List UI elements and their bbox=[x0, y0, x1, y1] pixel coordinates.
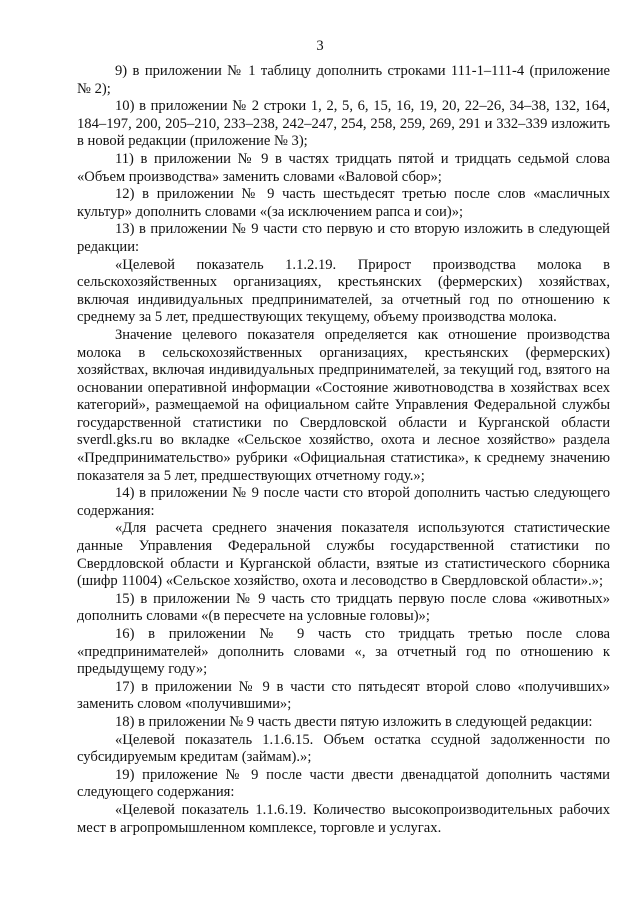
paragraph-9: 9) в приложении № 1 таблицу дополнить строками 111-1–111-4 (приложение № 2); bbox=[77, 63, 610, 97]
paragraph-11: 11) в приложении № 9 в частях тридцать пятой и тридцать седьмой слова «Объем производства» заменить словами «Валовой сбор»; bbox=[77, 150, 610, 185]
paragraph-10: 10) в приложении № 2 строки 1, 2, 5, 6, 15, 16, 19, 20, 22–26, 34–38, 132, 164, 184–197, 200, 205–210, 233–238, 242–247, 254, 258, 259, 269, 291 и 332–339 изложить в новой редакции (приложение № 3); bbox=[77, 98, 610, 150]
paragraph-15: 15) в приложении № 9 часть сто тридцать первую после слова «животных» дополнить словами «(в пересчете на условные головы)»; bbox=[77, 590, 610, 625]
quote-indicator-value: Значение целевого показателя определяется как отношение производства молока в сельскохозяйственных организациях, крестьянских (фермерских) хозяйствах, включая индивидуальных предпринимателей, за текущий год, взятого на основании оперативной информации «Состояние животноводства в хозяйствах всех категорий», размещаемой на официальном сайте Управления Федеральной службы государственной статистики по Свердловской области и Курганской области sverdl.gks.ru во вкладке «Сельское хозяйство, охота и лесное хозяйство» раздела «Предпринимательство» рубрики «Официальная статистика», к среднему значению показателя за 5 лет, предшествующих отчетному году.»; bbox=[77, 326, 610, 484]
paragraph-13: 13) в приложении № 9 части сто первую и сто вторую изложить в следующей редакции: bbox=[77, 221, 610, 255]
paragraph-17: 17) в приложении № 9 в части сто пятьдесят второй слово «получивших» заменить словом «получившими»; bbox=[77, 678, 610, 713]
paragraph-18: 18) в приложении № 9 часть двести пятую изложить в следующей редакции: bbox=[115, 713, 593, 730]
page-number: 3 bbox=[316, 38, 324, 54]
paragraph-12: 12) в приложении № 9 часть шестьдесят третью после слов «масличных культур» дополнить словами «(за исключением рапса и сои)»; bbox=[77, 186, 610, 220]
paragraph-14: 14) в приложении № 9 после части сто второй дополнить частью следующего содержания: bbox=[77, 485, 610, 519]
quote-average-calculation: «Для расчета среднего значения показателя используются статистические данные Управления Федеральной службы государственной статистики по Свердловской области и Курганской области, взятые из статистического сборника (шифр 11004) «Сельское хозяйство, охота и лесоводство в Свердловской области».»; bbox=[77, 520, 610, 590]
quote-indicator-1-1-6-15: «Целевой показатель 1.1.6.15. Объем остатка ссудной задолженности по субсидируемым кредитам (займам).»; bbox=[77, 731, 610, 766]
paragraph-19: 19) приложение № 9 после части двести двенадцатой дополнить частями следующего содержания: bbox=[77, 766, 610, 801]
quote-indicator-1-1-2-19: «Целевой показатель 1.1.2.19. Прирост производства молока в сельскохозяйственных организациях, крестьянских (фермерских) хозяйствах, включая индивидуальных предпринимателей, за отчетный год по отношению к среднему за 5 лет, предшествующих текущему, объему производства молока. bbox=[77, 256, 610, 326]
paragraph-16: 16) в приложении № 9 часть сто тридцать третью после слова «предпринимателей» дополнить словами «, за отчетный год по отношению к предыдущему году»; bbox=[77, 626, 610, 678]
quote-indicator-1-1-6-19: «Целевой показатель 1.1.6.19. Количество высокопроизводительных рабочих мест в агропромышленном комплексе, торговле и услугах. bbox=[77, 801, 610, 836]
document-body bbox=[77, 63, 610, 837]
